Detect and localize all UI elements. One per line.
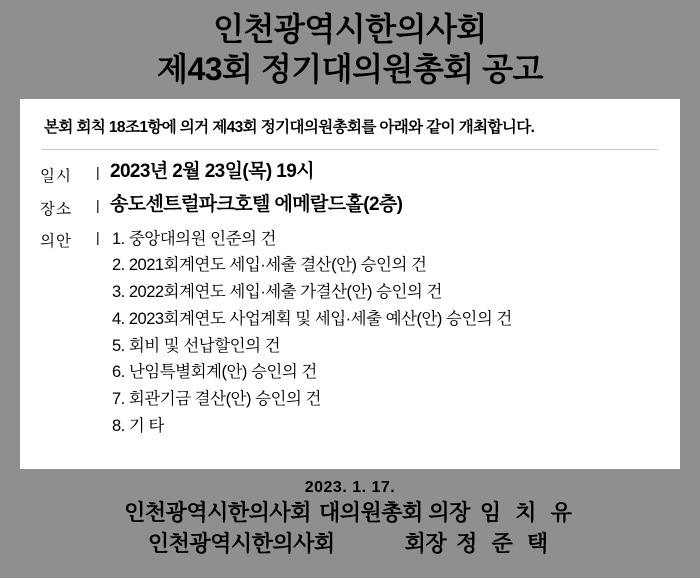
poster-footer: [20, 477, 680, 559]
datetime-label: 일시: [40, 167, 72, 185]
list-item: 5. 회비 및 선납할인의 건: [112, 336, 281, 355]
signature-org: 인천광역시한의사회: [147, 530, 335, 556]
poster-heading: [0, 0, 700, 91]
signature-row-president: [20, 529, 680, 559]
detail-row-venue: [40, 193, 660, 219]
list-item: 4. 2023회계연도 사업계획 및 세입·세출 예산(안) 승인의 건: [112, 309, 512, 328]
list-item: 8. 기 타: [112, 416, 164, 435]
list-item: 3. 2022회계연도 세입·세출 가결산(안) 승인의 건: [112, 283, 442, 302]
detail-row-datetime: [40, 160, 660, 186]
separator-icon: |: [96, 196, 100, 213]
signature-row-chair: [20, 498, 680, 528]
page-title: 제43회 정기대의원총회 공고: [157, 51, 543, 88]
signature-title: 회장: [404, 530, 447, 556]
separator-icon: |: [96, 228, 100, 245]
agenda-list: [110, 226, 512, 440]
list-item: 7. 회관기금 결산(안) 승인의 건: [112, 389, 321, 408]
divider: [42, 149, 658, 150]
datetime-value: 2023년 2월 23일(목) 19시: [110, 160, 314, 182]
announcement-card: [20, 99, 680, 469]
agenda-label: 의안: [40, 232, 72, 250]
list-item: 2. 2021회계연도 세입·세출 결산(안) 승인의 건: [112, 256, 427, 275]
intro-text: 본회 회칙 18조1항에 의거 제43회 정기대의원총회를 아래와 같이 개최합니다.: [44, 118, 535, 136]
venue-label: 장소: [40, 200, 72, 218]
list-item: 1. 중앙대의원 인준의 건: [112, 229, 276, 248]
organization-title: 인천광역시한의사회: [213, 11, 487, 47]
list-item: 6. 난임특별회계(안) 승인의 건: [112, 363, 317, 382]
venue-value: 송도센트럴파크호텔 에메랄드홀(2층): [110, 193, 403, 215]
separator-icon: |: [96, 163, 100, 180]
signature-org: 인천광역시한의사회: [124, 500, 311, 526]
issue-date: 2023. 1. 17.: [304, 478, 396, 496]
signature-name: 임 치 유: [479, 500, 576, 526]
signature-title: 대의원총회 의장: [318, 500, 470, 526]
signature-name: 정 준 택: [456, 530, 553, 556]
detail-row-agenda: [40, 226, 660, 440]
